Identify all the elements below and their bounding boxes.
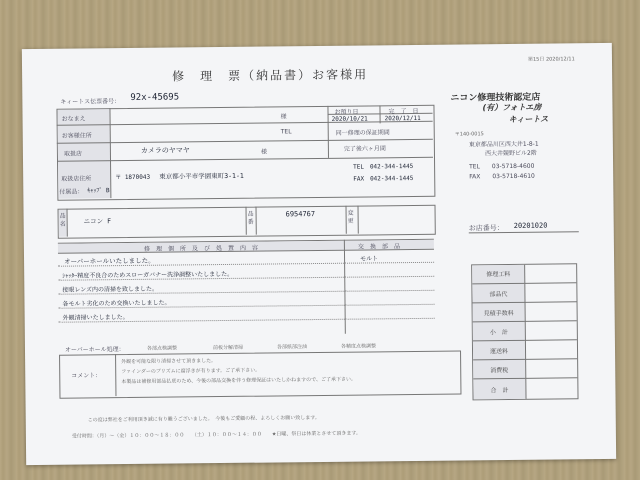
repair-line-2: 接眼レンズ内の清掃を致しました。 [62, 285, 159, 294]
shop-fax: FAX 03-5718-4610 [469, 172, 535, 181]
store-number-value: 20201020 [513, 221, 548, 230]
comment-label: コメント： [71, 372, 102, 380]
fee-label-estimate: 見積手数料 [473, 302, 525, 323]
shop-tel: TEL 03-5718-4600 [469, 162, 535, 171]
completed-date-label: 完 了 日 [388, 107, 419, 116]
footer-thanks: この度は弊社をご利用頂き誠に有り難うございました。 今後もご愛顧の程、よろしくお願い致します。 [87, 415, 320, 424]
overhaul-item-2: 前板分解清掃 [212, 344, 244, 352]
fee-label-parts: 部品代 [472, 283, 524, 304]
dealer-value: カメラのヤマヤ [140, 146, 190, 155]
fee-label-labor: 修理工料 [486, 270, 511, 279]
fee-label-tax: 消費税 [473, 359, 525, 380]
repair-header: 修 理 個 所 及 び 処 置 内 容 [143, 244, 258, 253]
comment-line-2: ファインダーのプリズムに腐浮きが有ります。ご了承下さい。 [121, 367, 261, 376]
fee-label-subtotal: 小 計 [473, 321, 525, 342]
serial-value: 6954767 [285, 210, 316, 219]
shop-brand: キィートス [508, 114, 549, 125]
parts-header: 交 換 部 品 [357, 243, 400, 251]
slip-number-label: キィートス伝票番号： [60, 98, 121, 106]
repair-overhaul-line: オーバーホールいたしました。 [64, 256, 155, 266]
repair-line-1: ｼｬｯﾀｰ精度不良合のためスローガバナー洗浄調整いたしました。 [62, 270, 234, 280]
dealer-honorific: 様 [260, 148, 267, 156]
shop-address-1: 東京都品川区西大井1-8-1 [468, 140, 539, 149]
replaced-part: モルト [360, 255, 379, 263]
fee-table [471, 263, 578, 400]
comment-line-1: 外観を可能な限り清掃させて頂きました。 [121, 358, 217, 366]
fee-label-total: 合 計 [473, 378, 525, 401]
repair-line-4: 外観清掃いたしました。 [62, 313, 129, 322]
change-label: 変更 [347, 209, 354, 225]
customer-info-table [56, 105, 435, 201]
overhaul-item-1: 各部点検調整 [146, 345, 178, 352]
dealer-label: 取扱店 [63, 150, 82, 158]
store-postal: 〒 1870043 [115, 173, 151, 182]
footer-hours: 受付時間：（月）〜（金）１０：００〜１８：００ （土）１０：００〜１４：００ ★日曜、祭日は休業とさせて頂きます。 [71, 430, 362, 440]
overhaul-label: オーバーホール処理： [64, 346, 125, 354]
warranty-value: 完了後六ヶ月間 [343, 145, 386, 153]
accessories-label: 付属品： [59, 188, 84, 196]
accessories-value: ｷｬｯﾌﾟ B [87, 187, 110, 195]
document-title: 修 理 票（納品書）お客様用 [172, 67, 369, 84]
overhaul-item-4: 各精度点検調整 [340, 343, 377, 350]
received-date-value: 2020/10/21 [331, 115, 368, 123]
serial-label: 品番 [247, 210, 254, 226]
shop-address-2: 西大井競野ビル2階 [484, 149, 537, 158]
received-date-label: お預り日 [334, 108, 359, 116]
store-address-label: 取扱店住所 [61, 175, 92, 183]
tel-label: TEL [280, 128, 292, 136]
item-value: ニコン F [83, 217, 112, 226]
completed-date-value: 2020/12/11 [384, 114, 421, 123]
store-number-label: お店番号： [468, 224, 504, 233]
repair-invoice-sheet [22, 43, 616, 465]
comment-line-3: 本製品は補修用部品払底のため、今後の部品交換を伴う修理保証はいたしかねますので、ご了承下さい。 [121, 376, 357, 386]
shop-postal: 〒140-0015 [454, 131, 484, 138]
overhaul-item-3: 各部紙部注油 [276, 344, 308, 351]
warranty-label: 同一修理の保証期間 [335, 129, 390, 137]
repair-line-3: 各モルト劣化のため交換いたしました。 [62, 299, 171, 308]
shop-name: ニコン修理技術認定店 [450, 92, 541, 104]
item-label: 品名 [59, 212, 66, 228]
document-reference: 第15日 2020/12/11 [527, 56, 575, 63]
fee-label-shipping: 運送料 [473, 340, 525, 361]
address-label: お客様住所 [61, 132, 92, 140]
name-label: おなまえ [61, 115, 86, 123]
store-tel: TEL 042-344-1445 [353, 163, 414, 171]
shop-subname: (有）フォトエ房 [482, 102, 542, 113]
store-address: 東京都小平市学園東町3-1-1 [159, 171, 244, 181]
name-honorific: 様 [280, 113, 287, 121]
store-fax: FAX 042-344-1445 [353, 175, 414, 183]
comment-box [59, 351, 461, 399]
slip-number-value: 92x-45695 [130, 92, 180, 103]
